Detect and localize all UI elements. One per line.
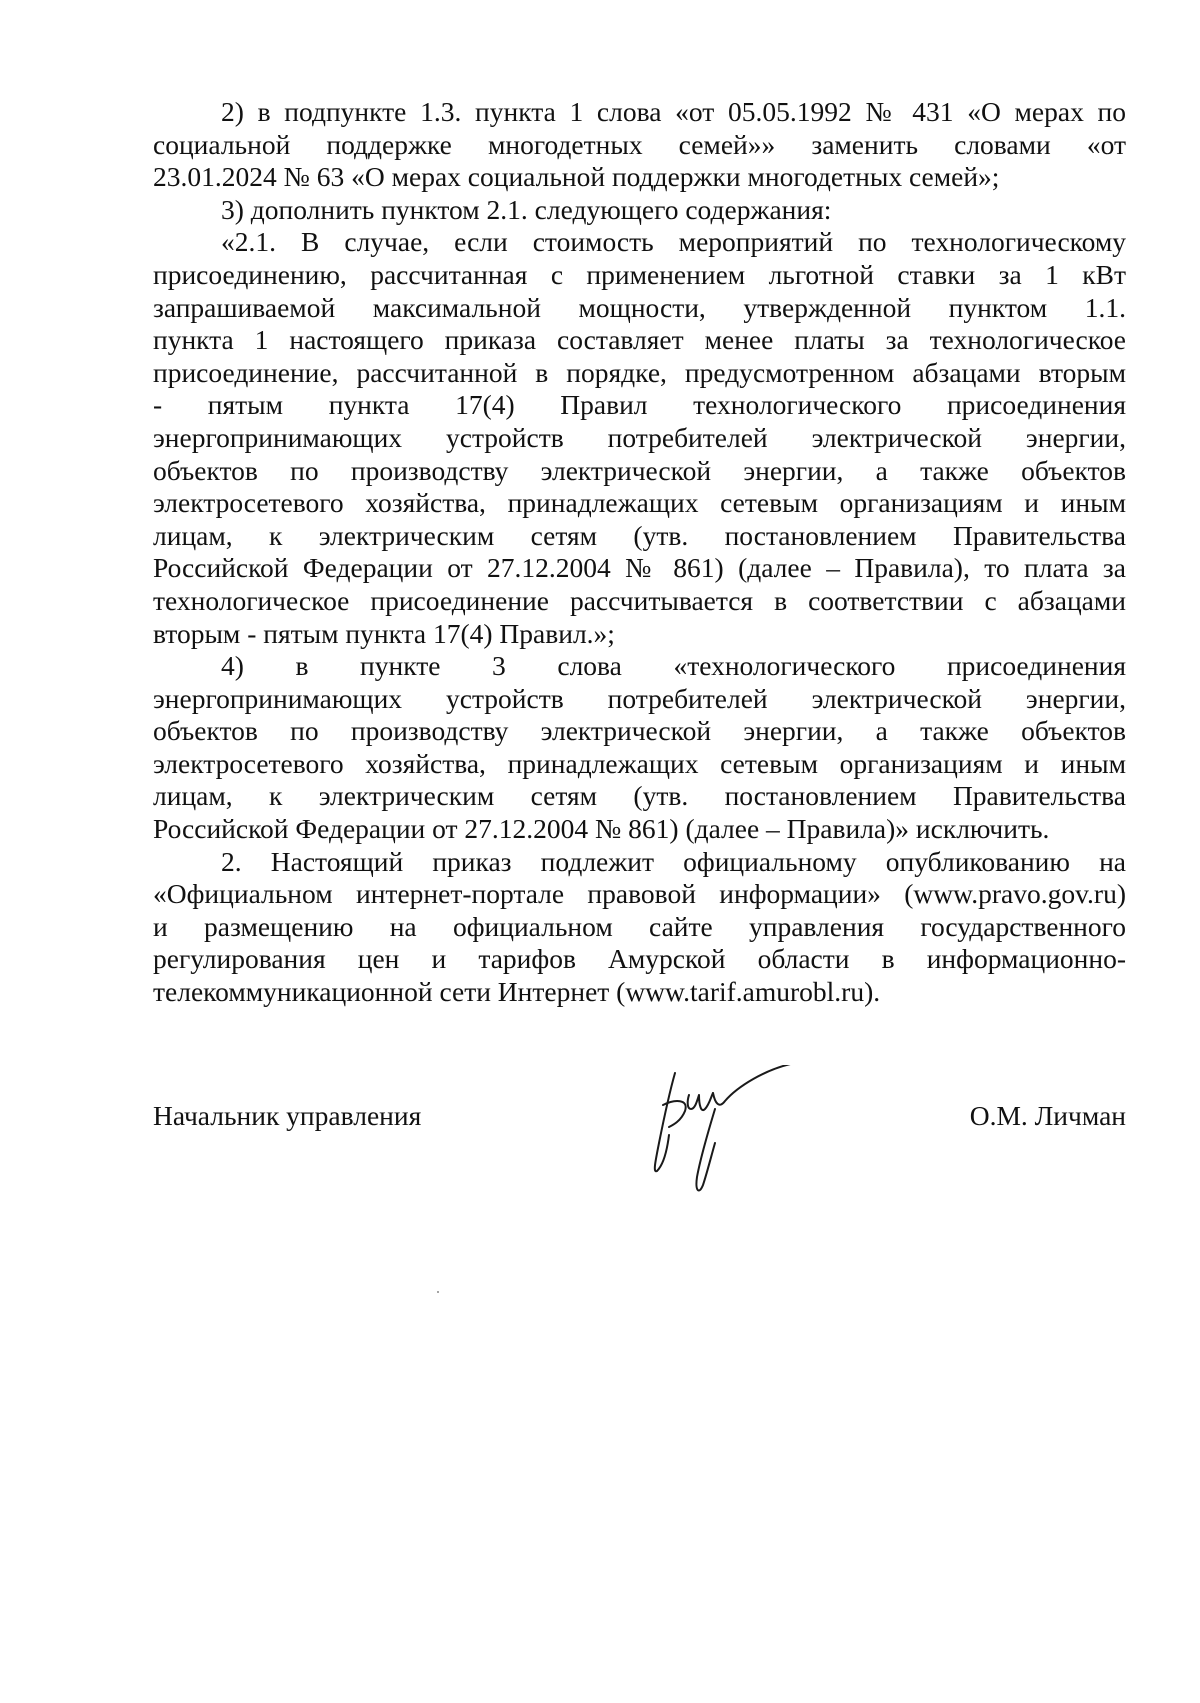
document-line: Российской Федерации от 27.12.2004 № 861) (далее – Правила)» исключить.: [153, 813, 1050, 845]
document-line: и размещению на официальном сайте управления государственного: [153, 910, 1126, 942]
document-line: 3) дополнить пунктом 2.1. следующего содержания:: [221, 193, 832, 225]
document-line: объектов по производству электрической энергии, а также объектов: [153, 454, 1126, 486]
document-line: регулирования цен и тарифов Амурской области в информационно-: [153, 943, 1126, 975]
scan-speck: [437, 1291, 439, 1293]
document-line: лицам, к электрическим сетям (утв. постановлением Правительства: [153, 519, 1126, 551]
document-line: 2. Настоящий приказ подлежит официальному опубликованию на: [221, 845, 1126, 877]
document-line: присоединению, рассчитанная с применением льготной ставки за 1 кВт: [153, 258, 1126, 290]
document-line: телекоммуникационной сети Интернет (www.tarif.amurobl.ru).: [153, 976, 881, 1008]
document-line: социальной поддержке многодетных семей»» заменить словами «от: [153, 128, 1126, 160]
document-line: технологическое присоединение рассчитывается в соответствии с абзацами: [153, 584, 1126, 616]
document-line: объектов по производству электрической энергии, а также объектов: [153, 715, 1126, 747]
document-body: [153, 96, 1126, 1009]
document-line: электросетевого хозяйства, принадлежащих сетевым организациям и иным: [153, 487, 1126, 519]
document-line: «Официальном интернет-портале правовой информации» (www.pravo.gov.ru): [153, 878, 1126, 910]
document-line: «2.1. В случае, если стоимость мероприятий по технологическому: [221, 226, 1126, 258]
document-line: лицам, к электрическим сетям (утв. постановлением Правительства: [153, 780, 1126, 812]
document-line: энергопринимающих устройств потребителей электрической энергии,: [153, 682, 1126, 714]
document-line: запрашиваемой максимальной мощности, утвержденной пунктом 1.1.: [153, 291, 1126, 323]
document-line: вторым - пятым пункта 17(4) Правил.»;: [153, 617, 615, 649]
document-line: 4) в пункте 3 слова «технологического присоединения: [221, 650, 1126, 682]
handwritten-signature-icon: [645, 1065, 835, 1205]
document-line: 2) в подпункте 1.3. пункта 1 слова «от 05.05.1992 № 431 «О мерах по: [221, 96, 1126, 127]
document-line: Российской Федерации от 27.12.2004 № 861) (далее – Правила), то плата за: [153, 552, 1126, 584]
document-line: пункта 1 настоящего приказа составляет менее платы за технологическое: [153, 324, 1126, 356]
document-line: энергопринимающих устройств потребителей электрической энергии,: [153, 421, 1126, 453]
signatory-position: Начальник управления: [153, 1100, 422, 1131]
document-line: - пятым пункта 17(4) Правил технологического присоединения: [153, 389, 1126, 421]
document-line: присоединение, рассчитанной в порядке, предусмотренном абзацами вторым: [153, 356, 1126, 388]
document-line: электросетевого хозяйства, принадлежащих сетевым организациям и иным: [153, 747, 1126, 779]
signatory-name: О.М. Личман: [969, 1100, 1126, 1131]
document-line: 23.01.2024 № 63 «О мерах социальной поддержки многодетных семей»;: [153, 161, 1000, 193]
